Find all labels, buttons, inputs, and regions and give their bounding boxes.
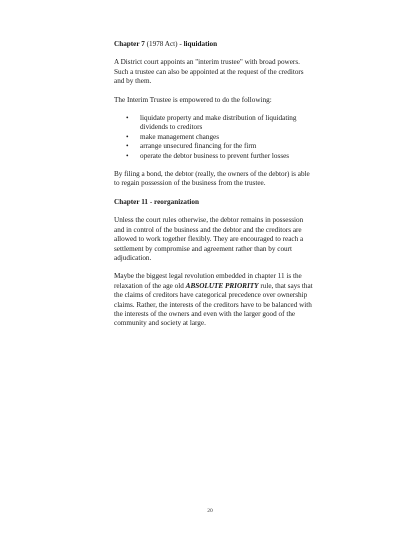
list-item: • liquidate property and make distribution of liquidating dividends to creditors — [140, 114, 314, 133]
chapter7-paragraph-powers: The Interim Trustee is empowered to do the following: — [114, 95, 272, 104]
chapter7-heading-act: (1978 Act) - — [144, 40, 184, 48]
chapter11-paragraph-priority — [114, 272, 314, 328]
list-item: • arrange unsecured financing for the firm — [140, 142, 314, 151]
chapter11-heading-topic: reorganization — [154, 197, 199, 206]
chapter7-paragraph-bond: By filing a bond, the debtor (really, the owners of the debtor) is able to regain possession of the business from the trustee. — [114, 170, 310, 188]
chapter7-heading-label: Chapter 7 — [114, 40, 145, 48]
chapter7-heading — [114, 40, 314, 49]
page-content — [114, 40, 314, 338]
chapter11-heading-label: Chapter 11 — [114, 197, 149, 206]
priority-text-after: rule, that says that the claims of creditors have categorical precedence over ownership claims. Rather, the interests of the creditors have to be balanced with the interests of the owners and even with the larger good of the community and society at large. — [114, 281, 313, 328]
chapter7-paragraph-trustee: A District court appoints an "interim trustee" with broad powers. Such a trustee can also be appointed at the request of the creditors and by them. — [114, 58, 304, 86]
page-number: 20 — [207, 508, 213, 514]
chapter11-paragraph-possession: Unless the court rules otherwise, the debtor remains in possession and in control of the business and the debtor and the creditors are allowed to work together flexibly. They are encouraged to reach a settlement by compromise and agreement rather than by court adjudication. — [114, 216, 304, 262]
chapter11-heading — [114, 198, 314, 207]
list-item: • make management changes — [140, 133, 314, 142]
chapter11-heading-separator: - — [148, 197, 155, 206]
list-item: • operate the debtor business to prevent further losses — [140, 152, 314, 161]
priority-text-before: Maybe the biggest legal revolution embedded in chapter 11 is the relaxation of the age old — [114, 272, 302, 290]
absolute-priority-emphasis: ABSOLUTE PRIORITY — [185, 281, 259, 290]
chapter7-heading-topic: liquidation — [183, 40, 218, 48]
trustee-powers-list — [114, 114, 314, 161]
